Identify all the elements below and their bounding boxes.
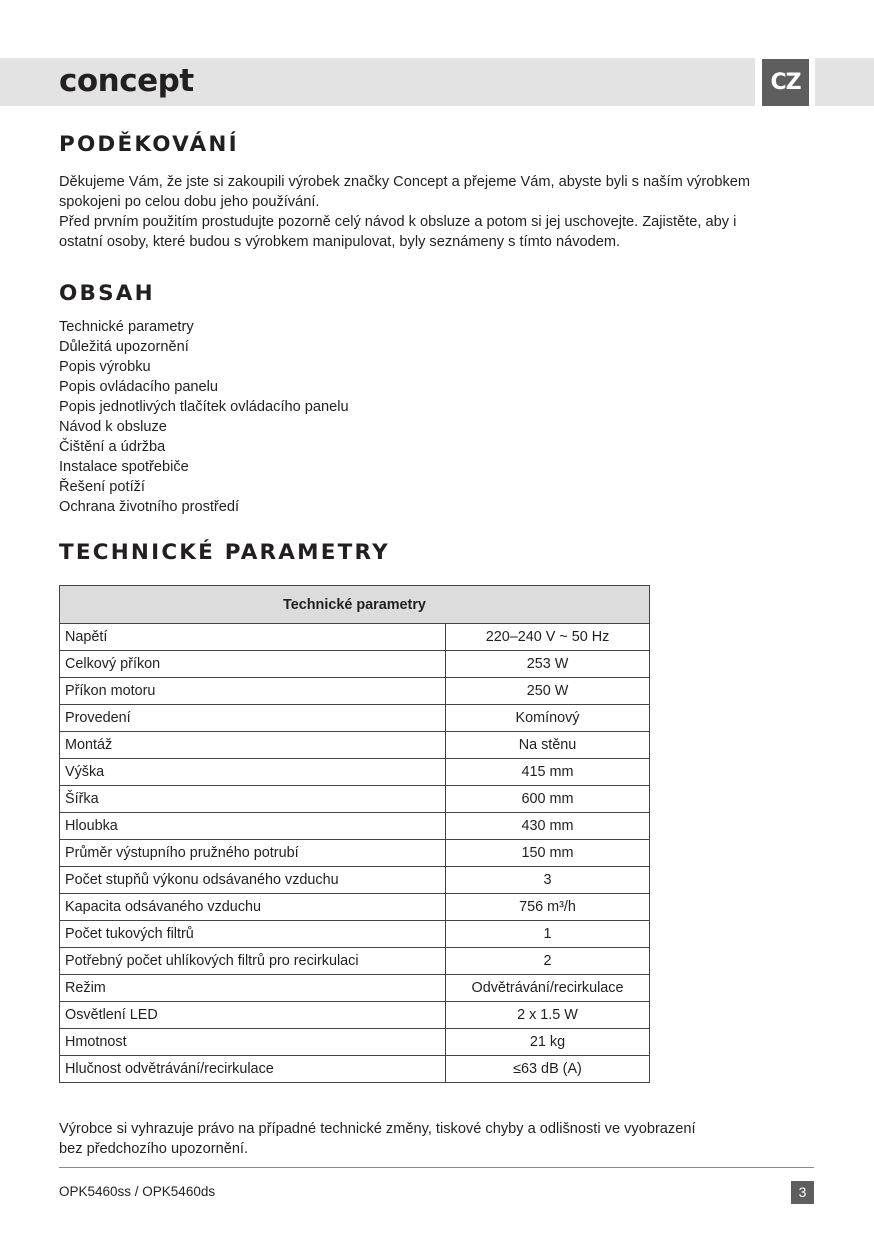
contents-list bbox=[59, 317, 349, 517]
contents-item: Důležitá upozornění bbox=[59, 339, 189, 355]
param-value: 430 mm bbox=[446, 813, 650, 840]
param-label: Šířka bbox=[60, 786, 446, 813]
table-row bbox=[60, 948, 650, 975]
param-value: 250 W bbox=[446, 678, 650, 705]
param-label: Počet tukových filtrů bbox=[60, 921, 446, 948]
table-row bbox=[60, 813, 650, 840]
specs-table bbox=[59, 585, 650, 1083]
table-row bbox=[60, 894, 650, 921]
table-row bbox=[60, 651, 650, 678]
param-label: Průměr výstupního pružného potrubí bbox=[60, 840, 446, 867]
table-row bbox=[60, 867, 650, 894]
param-value: 1 bbox=[446, 921, 650, 948]
header-band-right bbox=[815, 58, 874, 106]
thanks-line: Děkujeme Vám, že jste si zakoupili výrobek značky Concept a přejeme Vám, abyste byli s naším výrobkem bbox=[59, 174, 751, 190]
table-header-row bbox=[60, 586, 650, 624]
thanks-line: ostatní osoby, které budou s výrobkem manipulovat, byly seznámeny s tímto návodem. bbox=[59, 234, 621, 250]
param-label: Hloubka bbox=[60, 813, 446, 840]
table-row bbox=[60, 732, 650, 759]
disclaimer-line: bez předchozího upozornění. bbox=[59, 1141, 249, 1157]
param-value: Na stěnu bbox=[446, 732, 650, 759]
contents-item: Popis jednotlivých tlačítek ovládacího panelu bbox=[59, 399, 349, 415]
table-row bbox=[60, 624, 650, 651]
param-value: 2 x 1.5 W bbox=[446, 1002, 650, 1029]
page-number: 3 bbox=[791, 1181, 814, 1204]
table-row bbox=[60, 786, 650, 813]
param-label: Hlučnost odvětrávání/recirkulace bbox=[60, 1056, 446, 1083]
thanks-line: Před prvním použitím prostudujte pozorně celý návod k obsluze a potom si jej uschovejte. Zajistěte, aby i bbox=[59, 214, 737, 230]
contents-item: Čištění a údržba bbox=[59, 439, 166, 455]
param-value: 21 kg bbox=[446, 1029, 650, 1056]
thanks-paragraph bbox=[59, 172, 819, 252]
table-row bbox=[60, 1056, 650, 1083]
specs-heading: TECHNICKÉ PARAMETRY bbox=[59, 540, 390, 565]
thanks-heading: PODĚKOVÁNÍ bbox=[59, 132, 239, 157]
param-label: Výška bbox=[60, 759, 446, 786]
param-value: ≤63 dB (A) bbox=[446, 1056, 650, 1083]
param-label: Režim bbox=[60, 975, 446, 1002]
contents-item: Popis ovládacího panelu bbox=[59, 379, 219, 395]
param-value: 220–240 V ~ 50 Hz bbox=[446, 624, 650, 651]
param-value: 150 mm bbox=[446, 840, 650, 867]
param-label: Osvětlení LED bbox=[60, 1002, 446, 1029]
disclaimer bbox=[59, 1119, 819, 1159]
contents-item: Technické parametry bbox=[59, 319, 194, 335]
disclaimer-line: Výrobce si vyhrazuje právo na případné technické změny, tiskové chyby a odlišnosti ve vyobrazení bbox=[59, 1121, 696, 1137]
contents-item: Popis výrobku bbox=[59, 359, 151, 375]
param-value: Odvětrávání/recirkulace bbox=[446, 975, 650, 1002]
param-label: Příkon motoru bbox=[60, 678, 446, 705]
contents-item: Návod k obsluze bbox=[59, 419, 167, 435]
param-value: 600 mm bbox=[446, 786, 650, 813]
param-value: 2 bbox=[446, 948, 650, 975]
table-row bbox=[60, 678, 650, 705]
footer-model-number: OPK5460ss / OPK5460ds bbox=[59, 1184, 216, 1199]
table-row bbox=[60, 759, 650, 786]
contents-heading: OBSAH bbox=[59, 281, 155, 306]
table-row bbox=[60, 1029, 650, 1056]
param-label: Provedení bbox=[60, 705, 446, 732]
table-header: Technické parametry bbox=[60, 586, 650, 624]
contents-item: Instalace spotřebiče bbox=[59, 459, 189, 475]
table-row bbox=[60, 921, 650, 948]
param-value: 3 bbox=[446, 867, 650, 894]
contents-item: Ochrana životního prostředí bbox=[59, 499, 240, 515]
param-label: Celkový příkon bbox=[60, 651, 446, 678]
param-label: Napětí bbox=[60, 624, 446, 651]
table-row bbox=[60, 975, 650, 1002]
table-row bbox=[60, 1002, 650, 1029]
param-label: Kapacita odsávaného vzduchu bbox=[60, 894, 446, 921]
param-label: Počet stupňů výkonu odsávaného vzduchu bbox=[60, 867, 446, 894]
thanks-line: spokojeni po celou dobu jeho používání. bbox=[59, 194, 320, 210]
param-value: 253 W bbox=[446, 651, 650, 678]
param-value: Komínový bbox=[446, 705, 650, 732]
param-value: 756 m³/h bbox=[446, 894, 650, 921]
contents-item: Řešení potíží bbox=[59, 479, 145, 495]
brand-logo: concept bbox=[59, 63, 194, 99]
param-label: Montáž bbox=[60, 732, 446, 759]
language-badge: CZ bbox=[762, 59, 809, 106]
footer-divider bbox=[59, 1167, 814, 1168]
param-label: Hmotnost bbox=[60, 1029, 446, 1056]
param-label: Potřebný počet uhlíkových filtrů pro recirkulaci bbox=[60, 948, 446, 975]
param-value: 415 mm bbox=[446, 759, 650, 786]
table-row bbox=[60, 840, 650, 867]
table-row bbox=[60, 705, 650, 732]
